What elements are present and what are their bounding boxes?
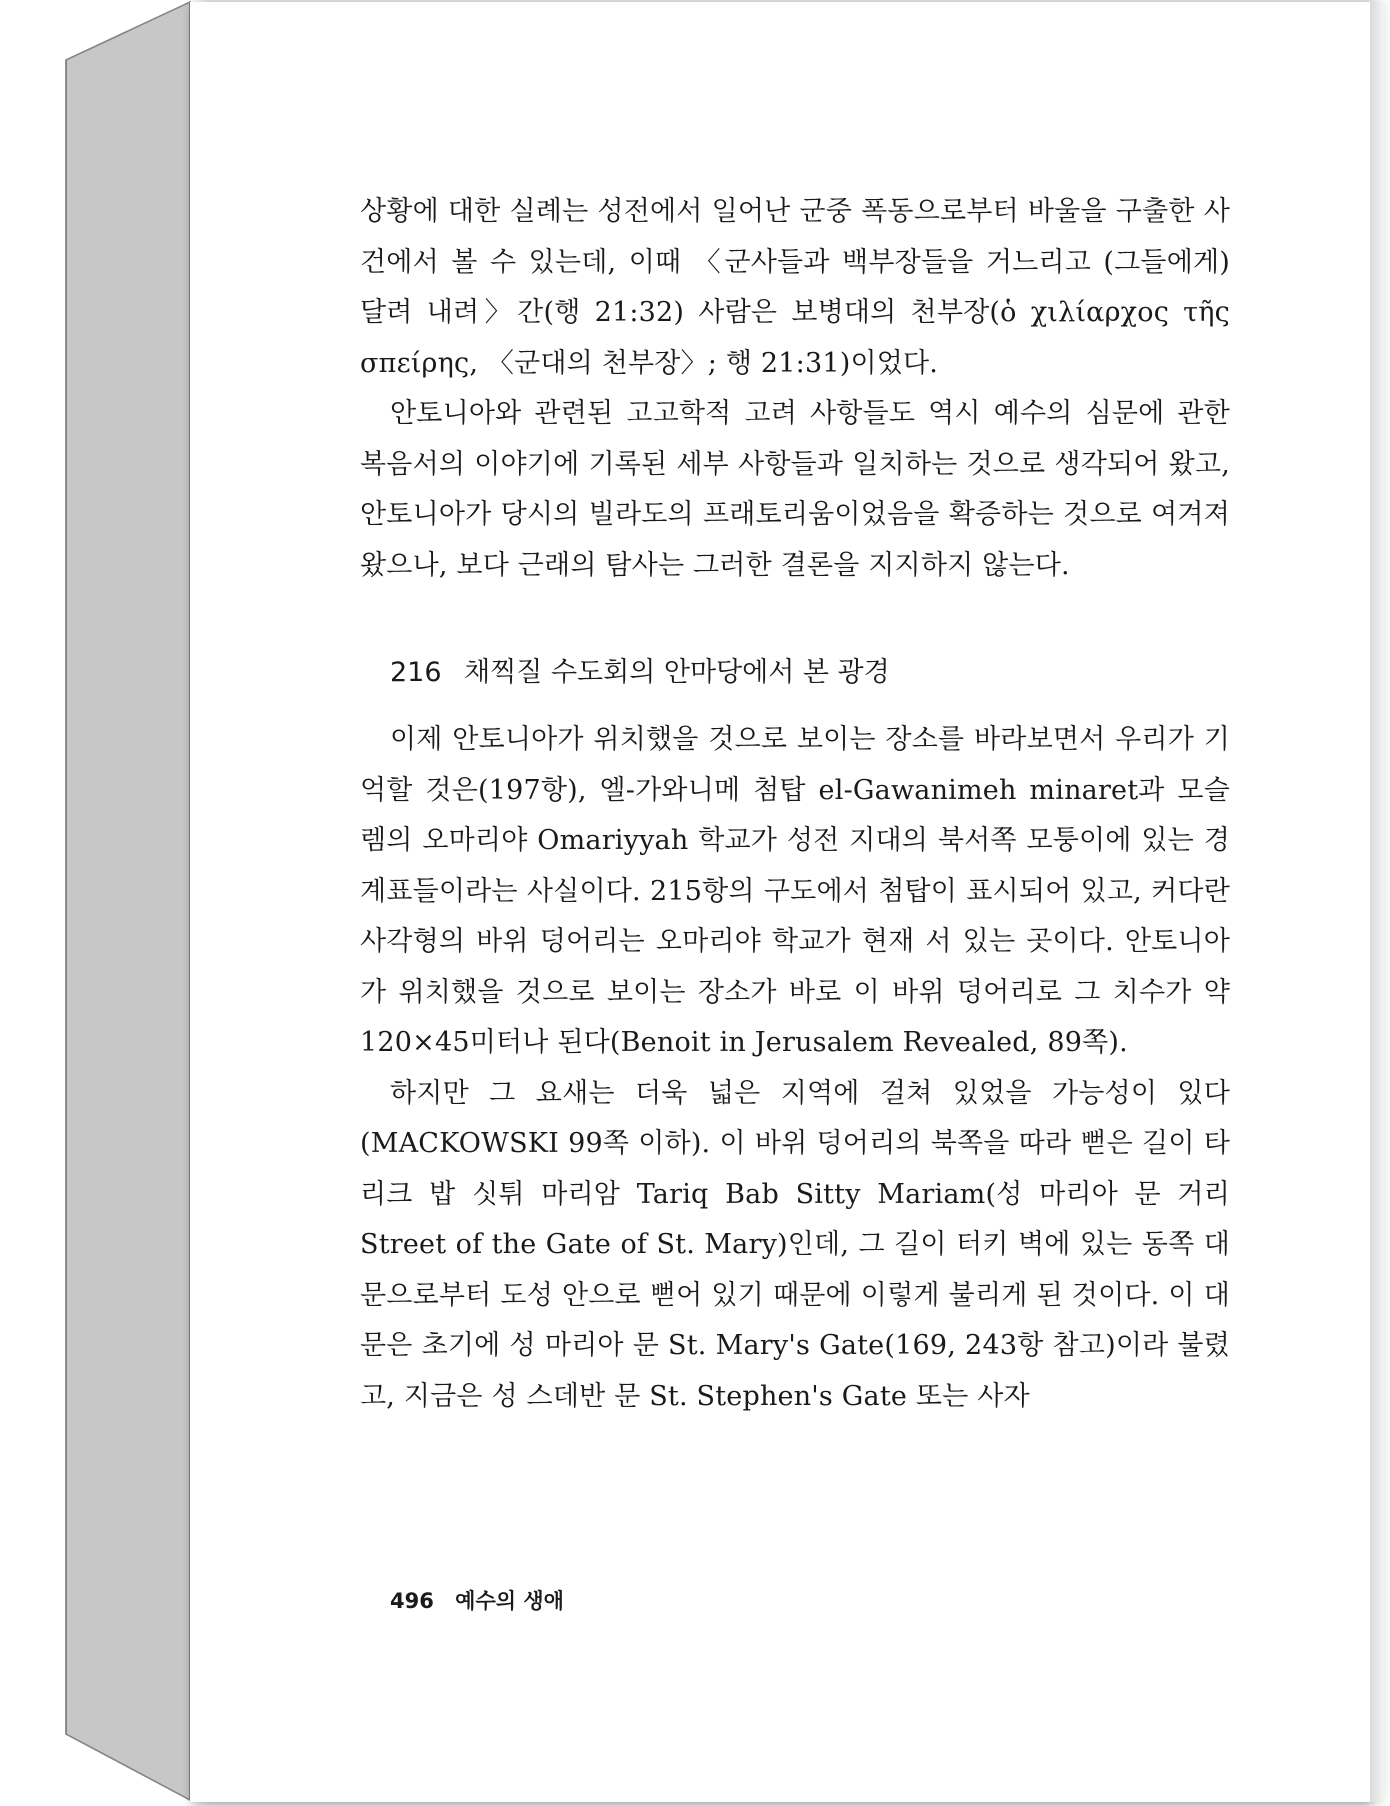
body-text [360, 187, 1230, 1422]
page-footer [390, 1585, 564, 1615]
paragraph: 하지만 그 요새는 더욱 넓은 지역에 걸쳐 있었을 가능성이 있다(MACKOWSKI 99쪽 이하). 이 바위 덩어리의 북쪽을 따라 뻗은 길이 타리크 밥 싯튀 마리암 Tariq Bab Sitty Mariam(성 마리아 문 거리 Street of the Gate of St. Mary)인데, 그 길이 터키 벽에 있는 동쪽 대문으로부터 도성 안으로 뻗어 있기 때문에 이렇게 불리게 된 것이다. 이 대문은 초기에 성 마리아 문 St. Mary's Gate(169, 243항 참고)이라 불렸고, 지금은 성 스데반 문 St. Stephen's Gate 또는 사자 [360, 1077, 1230, 1412]
paragraph: 이제 안토니아가 위치했을 것으로 보이는 장소를 바라보면서 우리가 기억할 것은(197항), 엘-가와니메 첨탑 el-Gawanimeh minaret과 모슬렘의 오마리야 Omariyyah 학교가 성전 지대의 북서쪽 모퉁이에 있는 경계표들이라는 사실이다. 215항의 구도에서 첨탑이 표시되어 있고, 커다란 사각형의 바위 덩어리는 오마리야 학교가 현재 서 있는 곳이다. 안토니아가 위치했을 것으로 보이는 장소가 바로 이 바위 덩어리로 그 치수가 약 120×45미터나 된다(Benoit in Jerusalem Revealed, 89쪽). [360, 724, 1230, 1058]
section-title: 채찍질 수도회의 안마당에서 본 광경 [464, 657, 890, 688]
section-number: 216 [390, 657, 442, 688]
book-side-edge [0, 0, 200, 1806]
page-edge-shadow [1370, 2, 1384, 1802]
paragraph: 안토니아와 관련된 고고학적 고려 사항들도 역시 예수의 심문에 관한 복음서의 이야기에 기록된 세부 사항들과 일치하는 것으로 생각되어 왔고, 안토니아가 당시의 빌라도의 프래토리움이었음을 확증하는 것으로 여겨져 왔으나, 보다 근래의 탐사는 그러한 결론을 지지하지 않는다. [360, 398, 1230, 581]
page-number: 496 [390, 1589, 434, 1613]
paragraph: 상황에 대한 실례는 성전에서 일어난 군중 폭동으로부터 바울을 구출한 사건에서 볼 수 있는데, 이때 〈군사들과 백부장들을 거느리고 (그들에게) 달려 내려〉간(행 21:32) 사람은 보병대의 천부장(ὁ χιλίαρχος τῆς σπείρης, 〈군대의 천부장〉; 행 21:31)이었다. [360, 196, 1230, 379]
section-heading [390, 653, 1230, 693]
running-title: 예수의 생애 [455, 1589, 564, 1613]
book-page [190, 2, 1370, 1802]
